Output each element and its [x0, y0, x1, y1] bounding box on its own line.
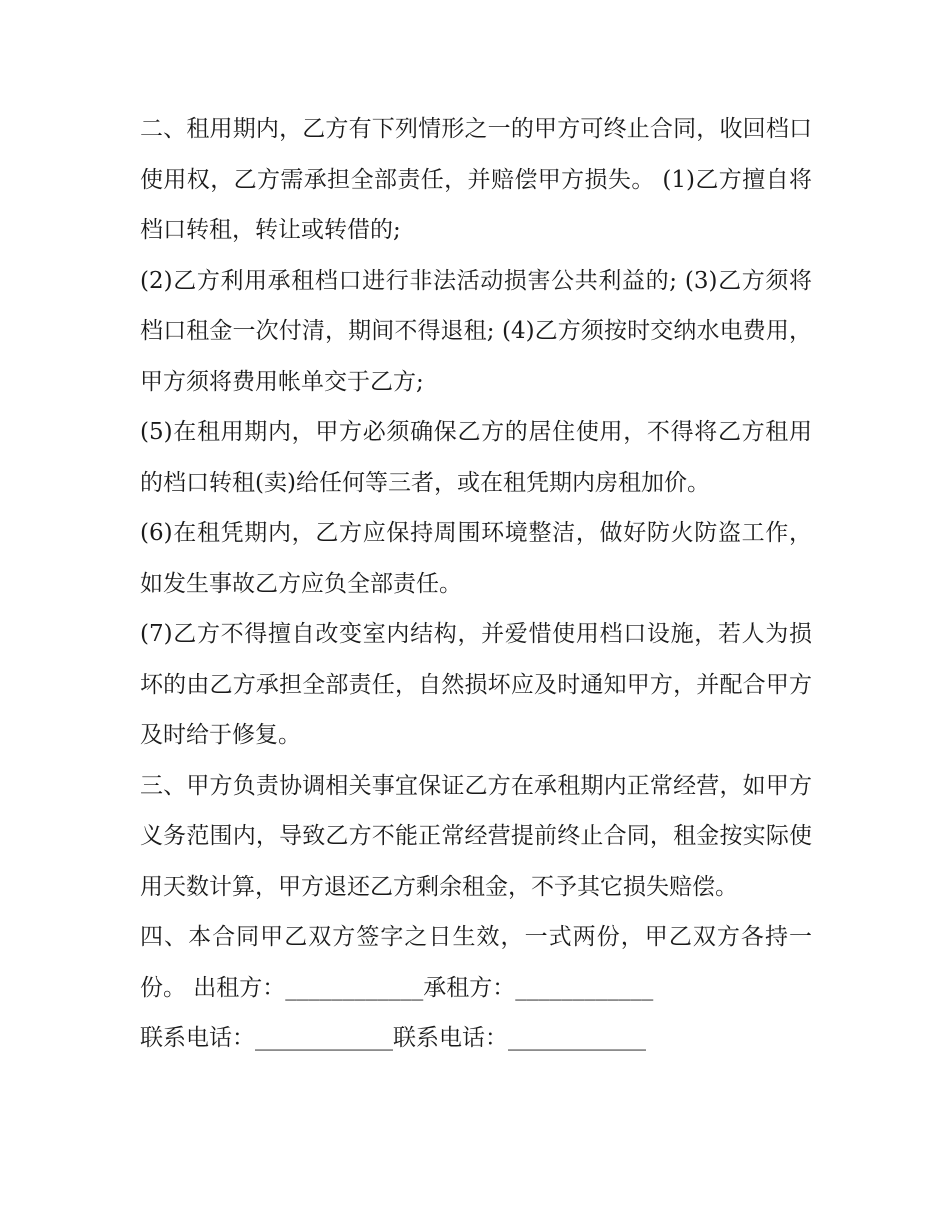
- clause-2-item-7: [140, 609, 812, 761]
- clause-2-item-5-text: (5)在租用期内，甲方必须确保乙方的居住使用，不得将乙方租用的档口转租(卖)给任何等三者，或在租凭期内房租加价。: [140, 419, 812, 496]
- clause-3: [140, 761, 812, 913]
- clause-2-intro-text: 二、租用期内，乙方有下列情形之一的甲方可终止合同，收回档口使用权，乙方需承担全部责任，并赔偿甲方损失。 (1)乙方擅自将档口转租，转让或转借的;: [140, 116, 812, 243]
- clause-2-item-6-text: (6)在租凭期内，乙方应保持周围环境整洁，做好防火防盗工作，如发生事故乙方应负全部责任。: [140, 520, 812, 597]
- contact-phone-line: 联系电话：____________联系电话：____________: [140, 1025, 646, 1051]
- clause-2-items-2-4-text: (2)乙方利用承租档口进行非法活动损害公共利益的; (3)乙方须将档口租金一次付清，期间不得退租; (4)乙方须按时交纳水电费用，甲方须将费用帐单交于乙方;: [140, 267, 812, 395]
- clause-2-item-7-text: (7)乙方不得擅自改变室内结构，并爱惜使用档口设施，若人为损坏的由乙方承担全部责任，自然损坏应及时通知甲方，并配合甲方及时给于修复。: [140, 621, 812, 748]
- clause-2-item-6: [140, 508, 812, 609]
- clause-2-items-2-4: [140, 256, 812, 408]
- clause-4-text: 四、本合同甲乙双方签字之日生效，一式两份，甲乙双方各持一份。 出租方：____________承租方：____________: [140, 924, 812, 1001]
- clause-3-text: 三、甲方负责协调相关事宜保证乙方在承租期内正常经营，如甲方义务范围内，导致乙方不能正常经营提前终止合同，租金按实际使用天数计算，甲方退还乙方剩余租金，不予其它损失赔偿。: [140, 772, 812, 900]
- clause-4: [140, 912, 812, 1013]
- clause-2-intro: [140, 104, 812, 256]
- clause-2-item-5: [140, 407, 812, 508]
- contract-page: [140, 104, 812, 1064]
